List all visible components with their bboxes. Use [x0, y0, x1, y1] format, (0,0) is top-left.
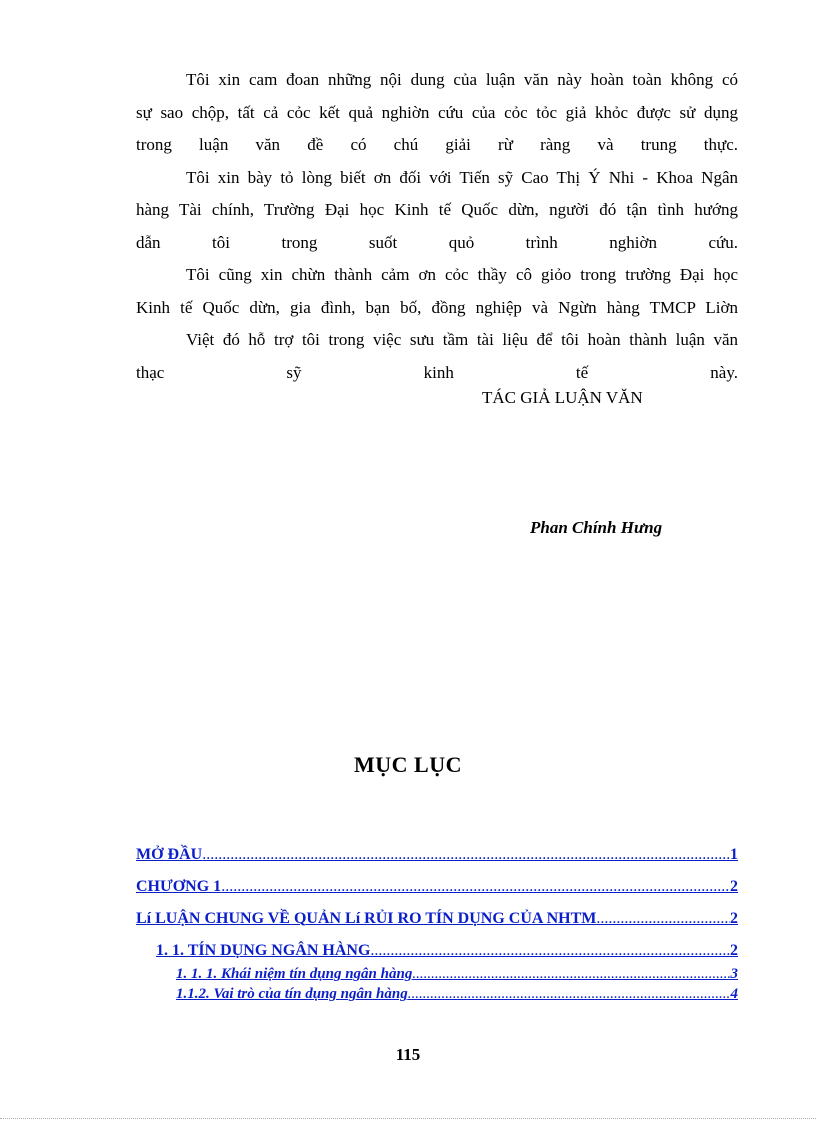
toc-entry-page: 4	[730, 986, 738, 1002]
toc-entry-title: MỞ ĐẦU	[136, 846, 203, 863]
toc-entry-chuong-1[interactable]	[136, 878, 738, 900]
author-signature: Phan Chính Hưng	[530, 518, 663, 537]
toc-leader-dots	[408, 986, 731, 1003]
text-line: hàng Tài chính, Trường Đại học Kinh tế Quốc dừn, người đó tận tình hướng	[136, 200, 738, 219]
toc-entry-page: 2	[730, 878, 738, 895]
toc-entry-page: 2	[730, 910, 738, 927]
toc-leader-dots	[370, 942, 730, 960]
page-break-divider	[0, 1118, 816, 1119]
table-of-contents	[136, 846, 738, 1006]
text-line: Tôi xin bày tỏ lòng biết ơn đối với Tiến sỹ Cao Thị Ý Nhi - Khoa Ngân	[186, 167, 738, 187]
author-title: TÁC GIẢ LUẬN VĂN	[482, 388, 643, 407]
toc-entry-vai-tro[interactable]	[176, 986, 738, 1006]
toc-heading: MỤC LỤC	[354, 752, 462, 777]
text-line: trong luận văn đề có chú giải rừ ràng và trung thực.	[136, 135, 738, 154]
toc-leader-dots	[412, 966, 730, 983]
toc-entry-khai-niem[interactable]	[176, 966, 738, 986]
acknowledgement-paragraphs	[136, 64, 738, 389]
toc-entry-page: 2	[730, 942, 738, 959]
toc-entry-title: 1. 1. TÍN DỤNG NGÂN HÀNG	[156, 942, 371, 959]
toc-entry-page: 1	[730, 846, 738, 863]
toc-leader-dots	[596, 910, 730, 928]
text-line: Kinh tế Quốc dừn, gia đình, bạn bố, đồng nghiệp và Ngừn hàng TMCP Liờn	[136, 297, 738, 317]
text-line: Tôi cũng xin chừn thành cảm ơn cỏc thầy cô giỏo trong trường Đại học	[186, 265, 738, 284]
toc-entry-title: 1. 1. 1. Khái niệm tín dụng ngân hàng	[176, 966, 413, 982]
toc-entry-ly-luan-chung[interactable]	[136, 910, 738, 932]
toc-entry-title: CHƯƠNG 1	[136, 878, 222, 895]
toc-entry-title: 1.1.2. Vai trò của tín dụng ngân hàng	[176, 986, 408, 1002]
page-number: 115	[395, 1045, 421, 1064]
text-line: Việt đó hỗ trợ tôi trong việc sưu tầm tài liệu để tôi hoàn thành luận văn	[186, 330, 738, 349]
text-line: thạc sỹ kinh tế này.	[136, 362, 738, 382]
toc-entry-title: Lí LUẬN CHUNG VỀ QUẢN Lí RỦI RO TÍN DỤNG CỦA NHTM	[136, 910, 597, 927]
toc-leader-dots	[221, 878, 730, 896]
text-line: dẫn tôi trong suốt quỏ trình nghiờn cứu.	[136, 232, 738, 252]
toc-entry-page: 3	[730, 966, 738, 982]
toc-entry-tin-dung-ngan-hang[interactable]	[156, 942, 738, 964]
toc-entry-mo-dau[interactable]	[136, 846, 738, 868]
text-line: sự sao chộp, tất cả cỏc kết quả nghiờn cứu của cỏc tỏc giả khỏc được sử dụng	[136, 102, 738, 122]
text-line: Tôi xin cam đoan những nội dung của luận văn này hoàn toàn không có	[186, 70, 738, 89]
toc-leader-dots	[202, 846, 730, 864]
